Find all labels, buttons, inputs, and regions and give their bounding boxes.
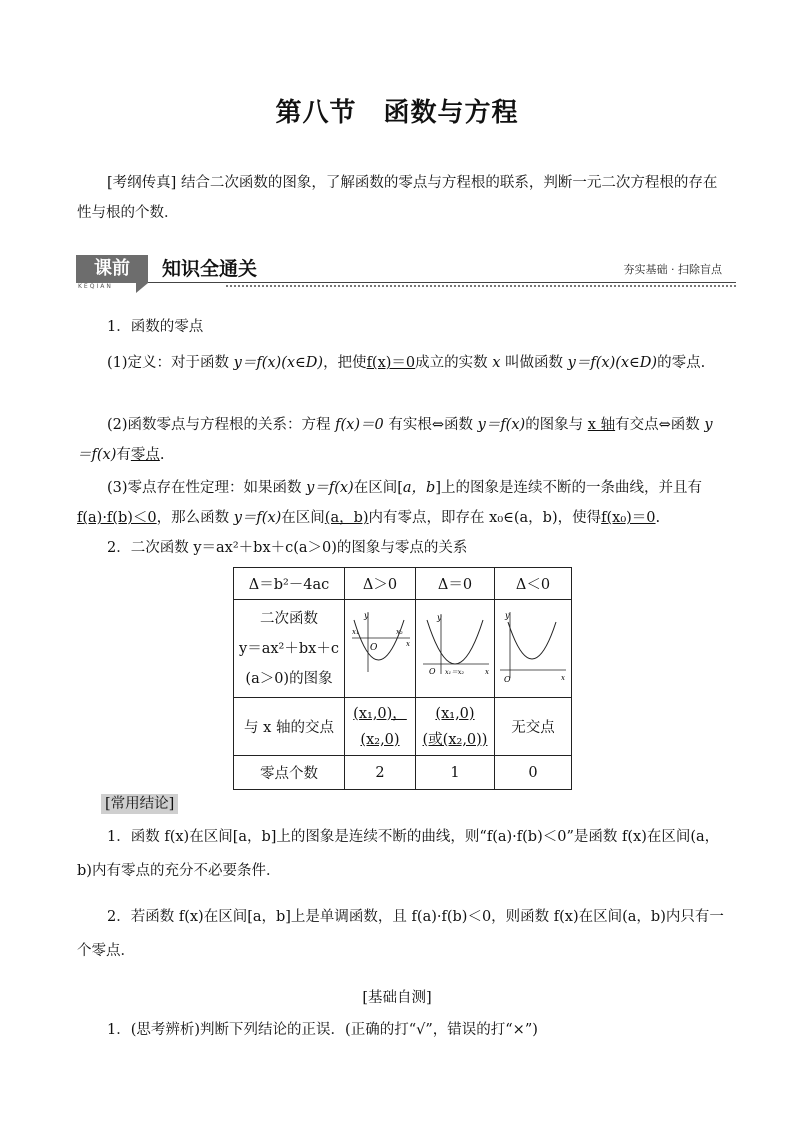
rel-zero: 零点 (130, 447, 160, 463)
parabola-curve (427, 620, 483, 664)
table-cell: 1 (416, 756, 495, 790)
rel-func: y＝f(x) (477, 417, 526, 433)
parabola-no-root-graph (496, 600, 570, 693)
exist-text-k: 内有零点，即存在 x₀∈(a，b)，使得 (368, 510, 602, 526)
graph-label-line: (a＞0)的图象 (245, 670, 333, 687)
definition-paragraph (77, 348, 727, 378)
table-row (234, 568, 572, 600)
rel-func-2: y＝f(x) (77, 417, 713, 463)
y-label: y (437, 613, 442, 622)
intersect-text: (x₁,0)， (353, 705, 407, 722)
table-cell (345, 600, 416, 698)
rel-text-g: 有交点⇔函数 (615, 417, 705, 433)
self-test-heading: [基础自测] (362, 990, 432, 1006)
table-cell: 0 (495, 756, 572, 790)
def-text-g: 叫做函数 (500, 355, 568, 371)
table-cell: Δ＞0 (345, 568, 416, 600)
banner-rule (148, 282, 736, 283)
banner-dotted-rule (226, 285, 736, 287)
banner-triangle (136, 283, 148, 293)
x1-eq-x2-label: x₁＝x₂ (445, 668, 465, 676)
common-conclusion-label: [常用结论] (101, 794, 178, 814)
banner-subtitle: 夯实基础 · 扫除盲点 (623, 263, 722, 276)
exist-text-e: ]上的图象是连续不断的一条曲线，并且有 (435, 480, 702, 496)
exist-text-c: 在区间[ (353, 480, 403, 496)
quadratic-table (233, 567, 572, 790)
def-equation: f(x)＝0 (366, 355, 416, 371)
rel-text-a: (2)函数零点与方程根的关系：方程 (107, 417, 336, 433)
table-cell (416, 698, 495, 756)
y-label: y (364, 611, 369, 620)
table-cell: 零点个数 (234, 756, 345, 790)
table-row (234, 600, 572, 698)
table-cell: Δ＝b²－4ac (234, 568, 345, 600)
exist-text-g: ，那么函数 (156, 510, 234, 526)
intersect-text: (x₁,0) (435, 705, 475, 722)
def-func-2: y＝f(x)(x∈D) (567, 355, 658, 371)
exist-fx0: f(x₀)＝0 (601, 510, 656, 526)
def-text-c: ，把使 (323, 355, 367, 371)
rel-text-i: 有 (116, 447, 131, 463)
exist-func-2: y＝f(x) (233, 510, 282, 526)
def-text-e: 成立的实数 (415, 355, 493, 371)
def-text-i: 的零点. (657, 355, 706, 371)
x2-label: x₂ (396, 628, 403, 636)
table-cell (416, 600, 495, 698)
exist-text-m: . (655, 510, 661, 526)
origin-label: O (429, 667, 436, 676)
table-cell: 2 (345, 756, 416, 790)
common-item-1: 1．函数 f(x)在区间[a，b]上的图象是连续不断的曲线，则“f(a)·f(b)＜0”是函数 f(x)在区间(a，b)内有零点的充分不必要条件． (77, 829, 720, 879)
quadratic-heading: 2．二次函数 y＝ax²＋bx＋c(a＞0)的图象与零点的关系 (107, 540, 468, 556)
table-cell: Δ＜0 (495, 568, 572, 600)
table-cell (495, 600, 572, 698)
exist-text-a: (3)零点存在性定理：如果函数 (107, 480, 307, 496)
section-banner (76, 255, 736, 291)
table-cell (234, 600, 345, 698)
def-func: y＝f(x)(x∈D) (233, 355, 324, 371)
graph-label-line: y＝ax²＋bx＋c (239, 640, 339, 657)
exist-ab: a，b (402, 480, 436, 496)
table-cell (345, 698, 416, 756)
x-label: x (406, 640, 410, 648)
x-label: x (561, 674, 565, 682)
rel-eq: f(x)＝0 (335, 417, 384, 433)
rel-text-e: 的图象与 (525, 417, 588, 433)
table-cell: 与 x 轴的交点 (234, 698, 345, 756)
zero-point-heading: 1．函数的零点 (107, 319, 204, 335)
graph-label-line: 二次函数 (260, 610, 318, 627)
outline-label: [考纲传真] (107, 175, 177, 191)
page-title: 第八节 函数与方程 (275, 98, 519, 128)
outline-text: 结合二次函数的图象，了解函数的零点与方程根的联系，判断一元二次方程根的存在性与根的个数． (77, 175, 718, 221)
table-row (234, 698, 572, 756)
table-row (234, 756, 572, 790)
common-item-2: 2．若函数 f(x)在区间[a，b]上是单调函数，且 f(a)·f(b)＜0，则函数 f(x)在区间(a，b)内只有一个零点． (77, 909, 724, 959)
intersect-text: (x₂,0) (360, 731, 400, 748)
parabola-curve (354, 620, 404, 660)
parabola-curve (508, 622, 556, 659)
x-label: x (485, 668, 489, 676)
origin-label: O (370, 643, 378, 653)
rel-xaxis: x 轴 (587, 417, 616, 433)
parabola-one-root-graph (417, 600, 493, 693)
exist-text-i: 在区间 (281, 510, 325, 526)
origin-label: O (504, 675, 511, 684)
x1-label: x₁ (352, 628, 359, 636)
self-test-question-1: 1．(思考辨析)判断下列结论的正误．(正确的打“√”，错误的打“×”) (107, 1022, 538, 1038)
y-label: y (505, 611, 510, 620)
exist-func: y＝f(x) (306, 480, 354, 496)
rel-text-c: 有实根⇔函数 (383, 417, 478, 433)
relation-paragraph (77, 410, 727, 470)
banner-title: 知识全通关 (162, 258, 258, 280)
parabola-two-roots-graph (346, 600, 414, 693)
banner-tag-sub: KEQIAN (78, 283, 113, 290)
def-text-a: (1)定义：对于函数 (107, 355, 234, 371)
banner-tag: 课前 (76, 255, 148, 283)
table-cell: Δ＝0 (416, 568, 495, 600)
existence-paragraph (77, 473, 727, 533)
rel-text-k: . (159, 447, 165, 463)
def-var: x (492, 355, 501, 371)
exist-product: f(a)·f(b)＜0 (77, 510, 157, 526)
outline-paragraph (77, 168, 727, 228)
table-cell: 无交点 (495, 698, 572, 756)
exist-interval: (a，b) (324, 510, 369, 526)
intersect-text: (或(x₂,0)) (422, 731, 488, 748)
